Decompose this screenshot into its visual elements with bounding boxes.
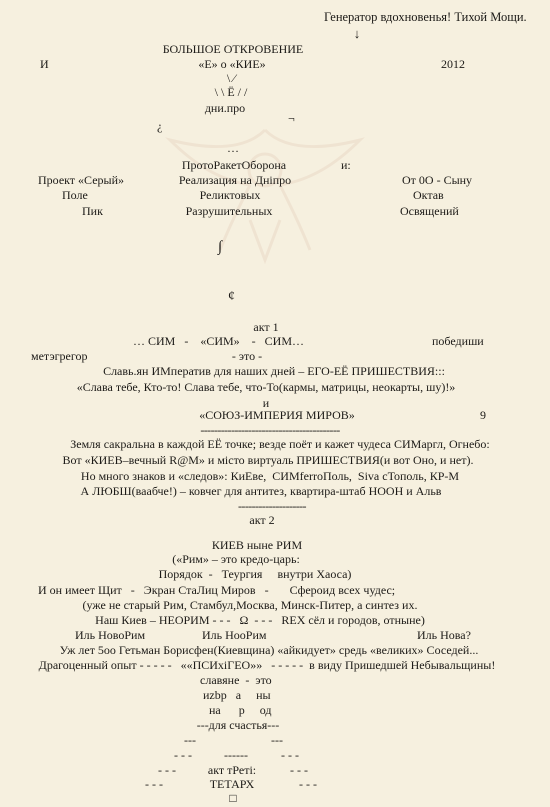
generator-slogan: Генератор вдохновенья! Тихой Мощи. xyxy=(324,10,527,24)
union-empire: «СОЮЗ-ИМПЕРИЯ МИРОВ» xyxy=(199,408,355,422)
dni-pro: дни.про xyxy=(204,101,246,115)
dash-2: --- xyxy=(271,733,283,747)
cent-mark: ¢ xyxy=(228,289,235,304)
destructive-label: Разрушительных xyxy=(185,204,273,218)
and-word: и xyxy=(262,396,270,410)
slavs-line-2: иzbр а ны xyxy=(203,688,271,702)
ilj-novorim: Иль НовоРим xyxy=(75,628,146,642)
act1-paragraph-2: Вот «КИЕВ–вечный R@M» и місто виртуаль ПРИШЕСТВИЯ(и вот Оно, и нет). xyxy=(62,453,474,467)
not-old-rome: (уже не старый Рим, Стамбул,Москва, Минск-Питер, а синтез их. xyxy=(82,598,418,612)
eto-dash: - это - xyxy=(231,349,263,363)
rome-credo: («Рим» – это кредо-царь: xyxy=(172,552,300,566)
dash-3-mid: ------ xyxy=(224,748,248,762)
ilj-nova: Иль Нова? xyxy=(417,628,471,642)
from-zero-to-son: От 0О - Сыну xyxy=(402,173,473,187)
dash-1: --- xyxy=(184,733,196,747)
document-title: БОЛЬШОЕ ОТКРОВЕНИЕ xyxy=(162,42,304,56)
octave-label: Октав xyxy=(413,188,444,202)
field-label: Поле xyxy=(62,188,88,202)
act1-line-2: «Слава тебе, Кто-то! Слава тебе, что-То(кармы, матрицы, неокарты, шу)!» xyxy=(76,380,456,394)
metegregor: метэгрегор xyxy=(31,349,88,363)
peak-label: Пик xyxy=(82,204,103,218)
ellipsis-mark: … xyxy=(227,141,239,155)
act1-paragraph-3: Но много знаков и «следов»: КиЕве, СИМferroПоль, Siva сТополь, КР-М xyxy=(80,469,460,483)
act3-heading: акт тРеті: xyxy=(207,763,257,777)
mark-left: ¿ xyxy=(157,119,163,133)
act1-paragraph-4: А ЛЮБШ(ваабче!) – ковчег для антитез, квартира-штаб НООН и Альв xyxy=(80,484,442,498)
letter-i: И xyxy=(40,57,49,71)
project-grey: Проект «Серый» xyxy=(38,173,125,187)
slavs-line-1: славяне - это xyxy=(200,673,272,687)
symbol-line-a: \ ⁄ xyxy=(226,71,236,85)
symbol-line-b: \ \ Ё / / xyxy=(214,85,248,99)
pobedishi: победиши xyxy=(432,334,484,348)
shield-screen: И он имеет Щит - Экран СтаЛиц Миров - Сфероид всех чудес; xyxy=(38,583,396,597)
square-mark: □ xyxy=(229,791,237,805)
ilj-noorim: Иль НооРим xyxy=(202,628,267,642)
realization-dnipro: Реализация на Дніпро xyxy=(178,173,292,187)
sim-line: … СИМ - «СИМ» - СИМ… xyxy=(133,334,305,348)
dash-3-left: - - - xyxy=(174,748,192,762)
dash-5-right: - - - xyxy=(299,777,317,791)
act1-heading: акт 1 xyxy=(253,320,279,334)
act1-divider: ----------------------------------------- xyxy=(200,423,340,437)
dash-4-right: - - - xyxy=(290,763,308,777)
relic-label: Реликтовых xyxy=(199,188,261,202)
our-kiev-neorim: Наш Киев – НЕОРИМ - - - Ω - - - REX сёл и городов, отныне) xyxy=(95,613,425,627)
integral-mark: ∫ xyxy=(218,239,223,255)
mark-right: ¬ xyxy=(288,111,295,125)
colon-i: и: xyxy=(341,158,351,172)
number-nine: 9 xyxy=(480,408,486,422)
order-theurgy: Порядок - Теургия внутри Хаоса) xyxy=(158,567,352,581)
subtitle: «Е» о «КИЕ» xyxy=(198,57,266,71)
act1-line-1: Славь.ян ИМператив для наших дней – ЕГО-ЕЁ ПРИШЕСТВИЯ::: xyxy=(103,364,445,378)
precious-experience: Драгоценный опыт - - - - - ««ПСИхiГЕО»» - - - - - в виду Пришедшей Небывальщины! xyxy=(38,658,496,672)
year: 2012 xyxy=(441,57,465,71)
dash-5-left: - - - xyxy=(145,777,163,791)
kiev-now-rome: КИЕВ ныне РИМ xyxy=(211,538,303,552)
act2-heading: акт 2 xyxy=(249,513,275,527)
hetman-line: Уж лет 5оо Гетьман Борисфен(Киевщина) «айкидует» средь «великих» Соседей... xyxy=(59,643,479,657)
act1-divider-2: -------------------- xyxy=(238,499,306,513)
tetarch: ТЕТАРХ xyxy=(209,777,255,791)
act1-paragraph-1: Земля сакральна в каждой ЕЁ точке; везде поёт и кажет чудеса СИМаргл, Огнебо: xyxy=(70,437,490,451)
dash-3-right: - - - xyxy=(281,748,299,762)
slavs-line-3: на р од xyxy=(209,703,272,717)
proto-rocket-defense: ПротоРакетОборона xyxy=(181,158,287,172)
for-happiness: ---для счастья--- xyxy=(196,718,280,732)
eagle-emblem-watermark xyxy=(150,110,380,270)
dash-4-left: - - - xyxy=(158,763,176,777)
down-arrow: ↓ xyxy=(353,26,361,41)
consecration-label: Освящений xyxy=(400,204,459,218)
